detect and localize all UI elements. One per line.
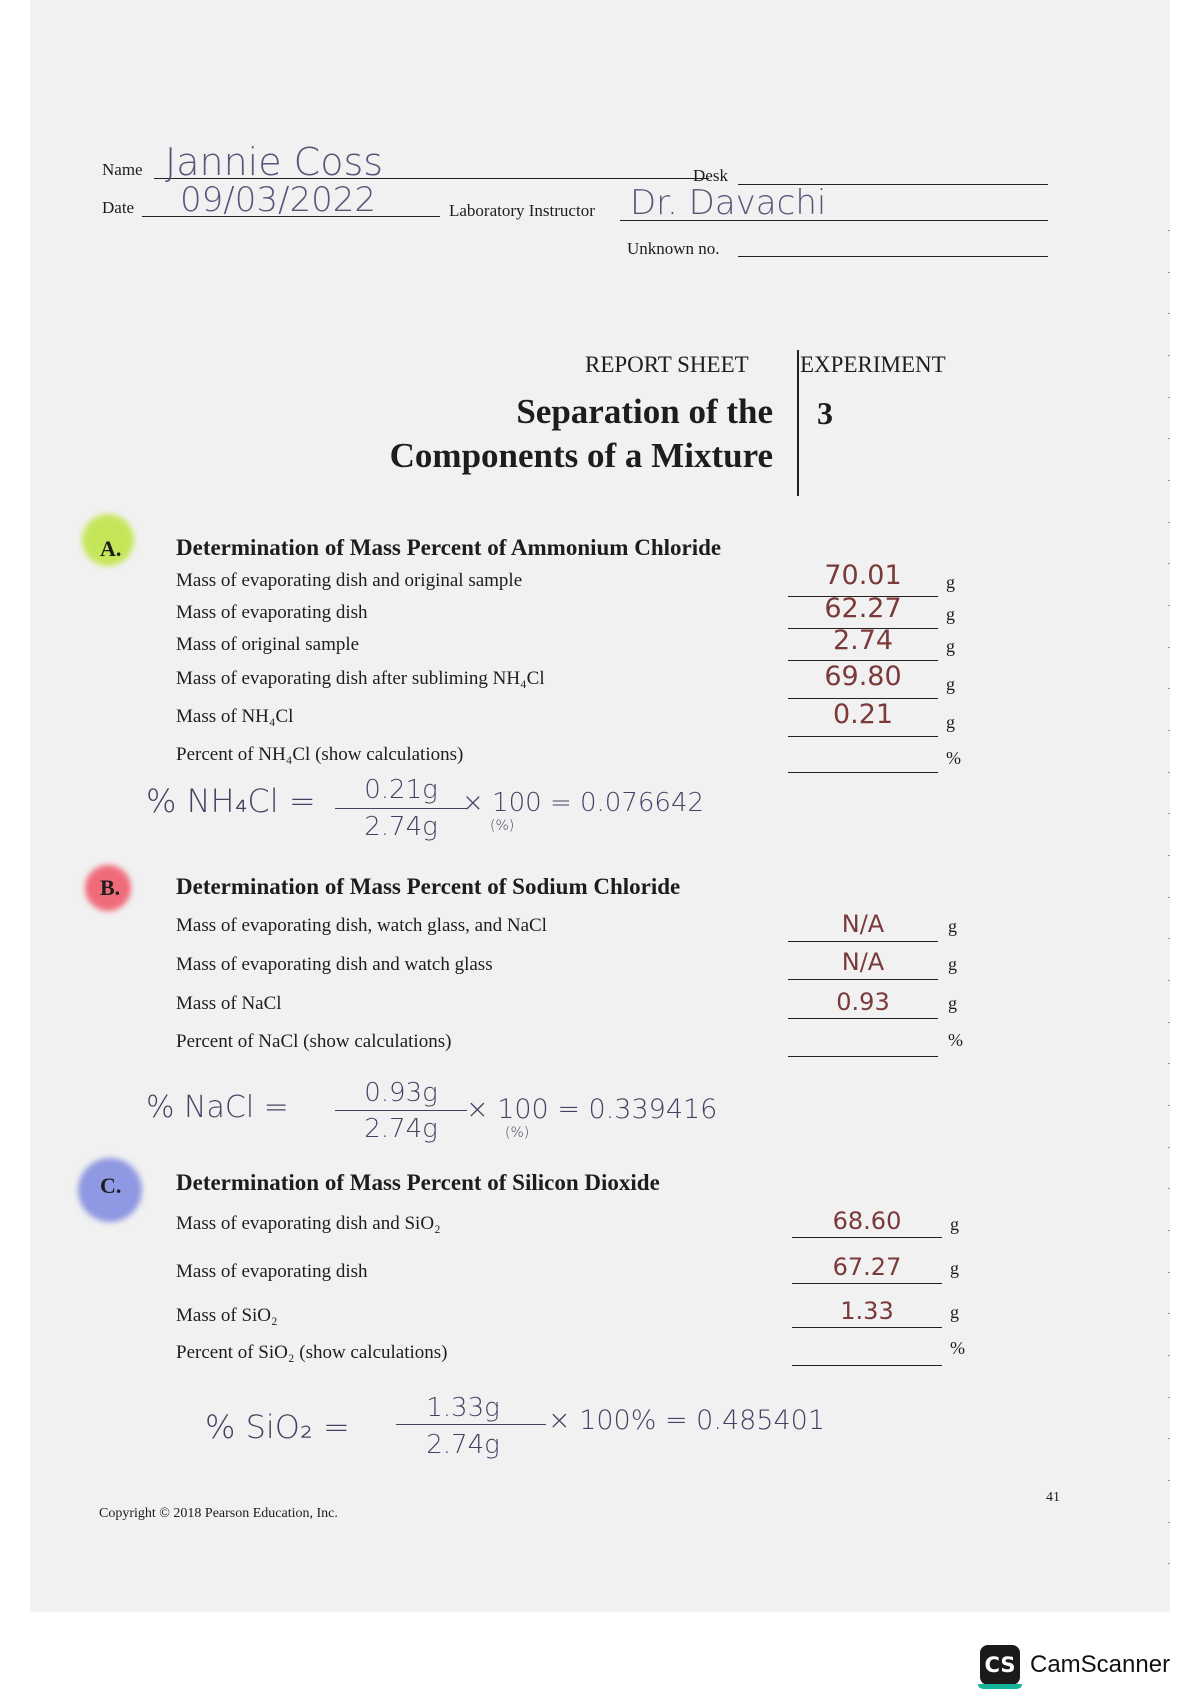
edge-rule — [1168, 272, 1170, 273]
row-c2-unit: g — [950, 1258, 959, 1278]
calc-b-fraction-bar — [335, 1110, 467, 1111]
row-b1-value: N/A — [841, 910, 885, 938]
row-c2-line — [792, 1283, 942, 1284]
edge-rule — [1168, 813, 1170, 814]
camscanner-brand: CamScanner — [1030, 1651, 1171, 1678]
edge-rule — [1168, 1480, 1170, 1481]
edge-rule — [1168, 1355, 1170, 1356]
row-a3-value: 2.74 — [832, 625, 894, 656]
calc-b-numerator: 0.93g — [364, 1078, 438, 1108]
row-b3-value: 0.93 — [836, 988, 890, 1016]
calc-b-note: (%) — [505, 1125, 530, 1141]
edge-rule — [1168, 1522, 1170, 1523]
instructor-label: Laboratory Instructor — [449, 201, 595, 220]
report-sheet-label: REPORT SHEET — [585, 352, 749, 377]
row-b1-line — [788, 941, 938, 942]
row-c4-line — [792, 1365, 942, 1366]
section-b-title: Determination of Mass Percent of Sodium Chloride — [176, 874, 681, 899]
page-number: 41 — [1046, 1490, 1060, 1505]
edge-rule — [1168, 647, 1170, 648]
calc-a-rhs: × 100 = 0.076642 — [462, 788, 705, 818]
edge-rule — [1168, 230, 1170, 231]
edge-rule — [1168, 313, 1170, 314]
row-c4-label: Percent of SiO₂ (show calculations) — [176, 1342, 448, 1363]
date-value: 09/03/2022 — [180, 180, 376, 220]
row-a5-label: Mass of NH₄Cl — [176, 706, 294, 727]
edge-rule — [1168, 1438, 1170, 1439]
experiment-number: 3 — [817, 395, 833, 431]
row-c1-label: Mass of evaporating dish and SiO₂ — [176, 1213, 441, 1234]
edge-rule — [1168, 897, 1170, 898]
calc-a-denominator: 2.74g — [364, 812, 438, 842]
row-a3-label: Mass of original sample — [176, 634, 360, 655]
row-c1-unit: g — [950, 1214, 959, 1234]
camscanner-watermark — [980, 1645, 1170, 1685]
camscanner-logo-icon: CS — [980, 1645, 1020, 1685]
row-c1-value: 68.60 — [832, 1207, 902, 1235]
row-c2-label: Mass of evaporating dish — [176, 1261, 368, 1282]
row-a2-label: Mass of evaporating dish — [176, 602, 368, 623]
row-a3-unit: g — [946, 636, 955, 656]
row-a2-unit: g — [946, 604, 955, 624]
row-a4-label: Mass of evaporating dish after subliming NH₄Cl — [176, 668, 545, 689]
title-line-2: Components of a Mixture — [389, 436, 773, 475]
row-a1-label: Mass of evaporating dish and original sample — [176, 570, 523, 591]
calc-c-denominator: 2.74g — [426, 1430, 500, 1460]
calc-b-rhs: × 100 = 0.339416 — [466, 1094, 718, 1125]
edge-rule — [1168, 605, 1170, 606]
edge-rule — [1168, 1147, 1170, 1148]
row-a1-unit: g — [946, 572, 955, 592]
row-c4-unit: % — [950, 1338, 965, 1358]
name-label: Name — [102, 160, 143, 179]
calc-b-denominator: 2.74g — [364, 1114, 438, 1144]
edge-rule — [1168, 980, 1170, 981]
edge-rule — [1168, 855, 1170, 856]
edge-rule — [1168, 1063, 1170, 1064]
row-a5-line — [788, 736, 938, 737]
row-c3-unit: g — [950, 1302, 959, 1322]
calc-a-lhs: % NH₄Cl = — [146, 782, 316, 820]
copyright: Copyright © 2018 Pearson Education, Inc. — [99, 1506, 338, 1521]
edge-rule — [1168, 1105, 1170, 1106]
row-c2-value: 67.27 — [832, 1253, 902, 1281]
edge-rule — [1168, 480, 1170, 481]
row-b4-line — [788, 1056, 938, 1057]
report-sheet-page — [30, 0, 1170, 1612]
row-c3-label: Mass of SiO₂ — [176, 1305, 278, 1326]
row-b3-label: Mass of NaCl — [176, 993, 282, 1014]
row-b2-label: Mass of evaporating dish and watch glass — [176, 954, 493, 975]
date-label: Date — [102, 198, 135, 217]
edge-rule — [1168, 938, 1170, 939]
section-a-title: Determination of Mass Percent of Ammonium Chloride — [176, 535, 722, 560]
calc-c-fraction-bar — [396, 1424, 546, 1425]
edge-rule — [1168, 730, 1170, 731]
experiment-label: EXPERIMENT — [800, 352, 946, 377]
section-b-letter: B. — [100, 875, 121, 900]
calc-c-rhs: × 100% = 0.485401 — [548, 1405, 826, 1436]
desk-label: Desk — [693, 166, 728, 185]
row-c3-value: 1.33 — [840, 1297, 894, 1325]
edge-rule — [1168, 1397, 1170, 1398]
edge-rule — [1168, 438, 1170, 439]
row-b2-line — [788, 979, 938, 980]
edge-rule — [1168, 1022, 1170, 1023]
row-b3-line — [788, 1018, 938, 1019]
row-a4-unit: g — [946, 674, 955, 694]
row-a6-label: Percent of NH₄Cl (show calculations) — [176, 744, 464, 765]
calc-c-lhs: % SiO₂ = — [205, 1408, 350, 1446]
edge-rule — [1168, 563, 1170, 564]
row-a1-value: 70.01 — [824, 560, 902, 591]
calc-a-fraction-bar — [335, 808, 467, 809]
calc-b-lhs: % NaCl = — [146, 1090, 289, 1125]
row-a6-unit: % — [946, 748, 961, 768]
unknown-label: Unknown no. — [627, 239, 720, 258]
calc-c-numerator: 1.33g — [426, 1393, 500, 1423]
row-a5-value: 0.21 — [832, 699, 894, 730]
row-b1-label: Mass of evaporating dish, watch glass, and NaCl — [176, 915, 547, 936]
row-b3-unit: g — [948, 993, 957, 1013]
title-line-1: Separation of the — [516, 392, 773, 431]
edge-rule — [1168, 1230, 1170, 1231]
unknown-line — [738, 256, 1048, 257]
row-a4-value: 69.80 — [824, 661, 902, 692]
edge-rule — [1168, 1313, 1170, 1314]
row-b4-unit: % — [948, 1030, 963, 1050]
edge-rule — [1168, 1272, 1170, 1273]
row-c1-line — [792, 1237, 942, 1238]
edge-rule — [1168, 522, 1170, 523]
edge-rule — [1168, 397, 1170, 398]
section-c-letter: C. — [100, 1173, 122, 1198]
row-a6-line — [788, 772, 938, 773]
edge-rule — [1168, 1563, 1170, 1564]
row-c3-line — [792, 1327, 942, 1328]
edge-rule — [1168, 1188, 1170, 1189]
section-a-letter: A. — [100, 536, 122, 561]
row-a5-unit: g — [946, 712, 955, 732]
section-c-title: Determination of Mass Percent of Silicon Dioxide — [176, 1170, 660, 1195]
name-value: Jannie Coss — [165, 140, 384, 184]
calc-a-note: (%) — [490, 818, 515, 834]
edge-rule — [1168, 688, 1170, 689]
row-a2-value: 62.27 — [824, 593, 902, 624]
row-b1-unit: g — [948, 916, 957, 936]
row-b2-unit: g — [948, 954, 957, 974]
edge-rule — [1168, 355, 1170, 356]
instructor-value: Dr. Davachi — [630, 183, 827, 223]
title-divider — [797, 350, 799, 496]
row-b2-value: N/A — [841, 948, 885, 976]
edge-rule — [1168, 772, 1170, 773]
row-b4-label: Percent of NaCl (show calculations) — [176, 1031, 452, 1052]
calc-a-numerator: 0.21g — [364, 775, 438, 805]
